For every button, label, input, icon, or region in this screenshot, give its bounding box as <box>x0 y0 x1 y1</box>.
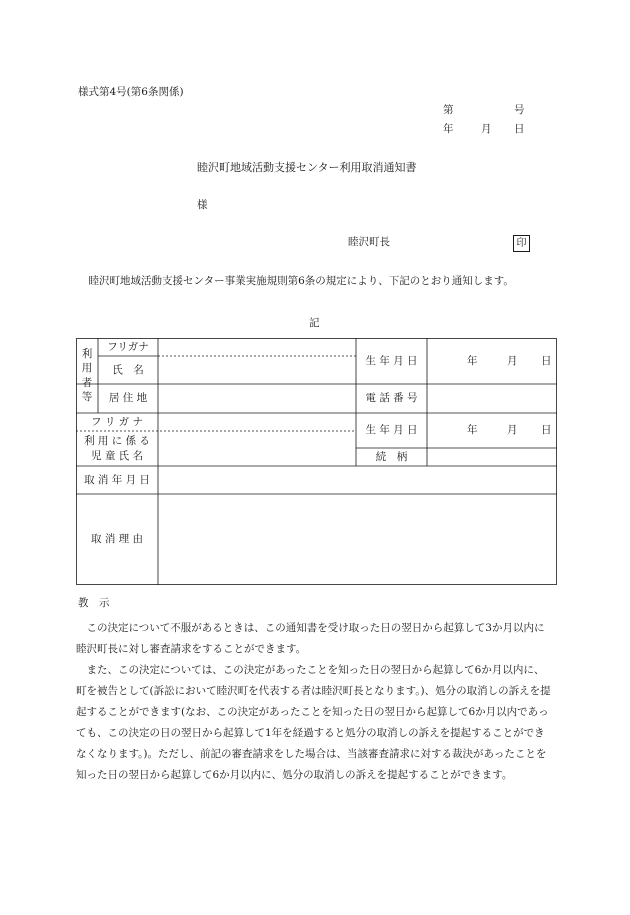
child-birth-month-label: 月 <box>507 424 518 437</box>
birth-year-label: 年 <box>467 354 478 367</box>
user-group-char-1: 利 <box>81 348 93 361</box>
user-group-label <box>76 338 98 413</box>
birthdate-value <box>427 338 557 384</box>
address-label: 居 住 地 <box>108 392 148 405</box>
user-group-char-2: 用 <box>81 362 93 375</box>
body-text: 睦沢町地域活動支援センター事業実施規則第6条の規定により、下記のとおり通知します。 <box>88 275 514 287</box>
child-birth-day-label: 日 <box>541 424 552 437</box>
user-group-char-4: 等 <box>81 390 93 403</box>
child-name-label-line-1: 利 用 に 係 る <box>84 435 150 448</box>
cancel-date-label: 取 消 年 月 日 <box>84 473 150 486</box>
form-table <box>76 338 557 585</box>
issuer: 睦沢町長 <box>348 236 390 248</box>
furigana-label: フリガナ <box>107 340 149 353</box>
date-day: 日 <box>514 123 525 135</box>
seal-stamp: 印 <box>513 235 530 252</box>
document-title: 睦沢町地域活動支援センター利用取消通知書 <box>197 161 417 174</box>
birth-month-label: 月 <box>507 354 518 367</box>
cancel-reason-label: 取 消 理 由 <box>90 533 143 546</box>
doc-number-suffix: 号 <box>514 104 525 116</box>
child-birthdate-label: 生 年 月 日 <box>365 424 418 437</box>
date-year: 年 <box>443 123 454 135</box>
phone-label: 電 話 番 号 <box>365 392 418 405</box>
addressee-suffix: 様 <box>197 199 208 211</box>
child-furigana-label: フ リ ガ ナ <box>90 415 143 428</box>
birthdate-label: 生 年 月 日 <box>365 354 418 367</box>
date-month: 月 <box>481 123 492 135</box>
form-number: 様式第4号(第6条関係) <box>78 86 184 98</box>
notice-body <box>76 618 554 786</box>
child-birth-year-label: 年 <box>467 424 478 437</box>
notice-paragraph-1: この決定について不服があるときは、この通知書を受け取った日の翌日から起算して3か月以内に睦沢町長に対し審査請求をすることができます。 <box>76 622 545 655</box>
notice-heading: 教 示 <box>78 597 110 609</box>
child-birthdate-value <box>427 413 557 448</box>
ki-mark: 記 <box>309 317 320 329</box>
notice-paragraph-2: また、この決定については、この決定があったことを知った日の翌日から起算して6か月以内に、町を被告として(訴訟において睦沢町を代表する者は睦沢町長となります。)、処分の取消しの訴えを提起することができます(なお、この決定があったことを知った日の翌日から起算して6か月以内であっても、この決定の日の翌日から起算して1年を経過すると処分の取消しの訴えを提起することができなくなります。)。ただし、前記の審査請求をした場合は、当該審査請求に対する裁決があったことを知った日の翌日から起算して6か月以内に、処分の取消しの訴えを提起することができます。 <box>76 664 551 781</box>
doc-number-prefix: 第 <box>443 104 454 116</box>
birth-day-label: 日 <box>541 354 552 367</box>
user-group-char-3: 者 <box>81 376 93 389</box>
name-label: 氏 名 <box>112 363 144 376</box>
child-name-label <box>76 431 158 466</box>
child-name-label-line-2: 児 童 氏 名 <box>90 449 143 462</box>
relationship-label: 続 柄 <box>375 450 408 463</box>
